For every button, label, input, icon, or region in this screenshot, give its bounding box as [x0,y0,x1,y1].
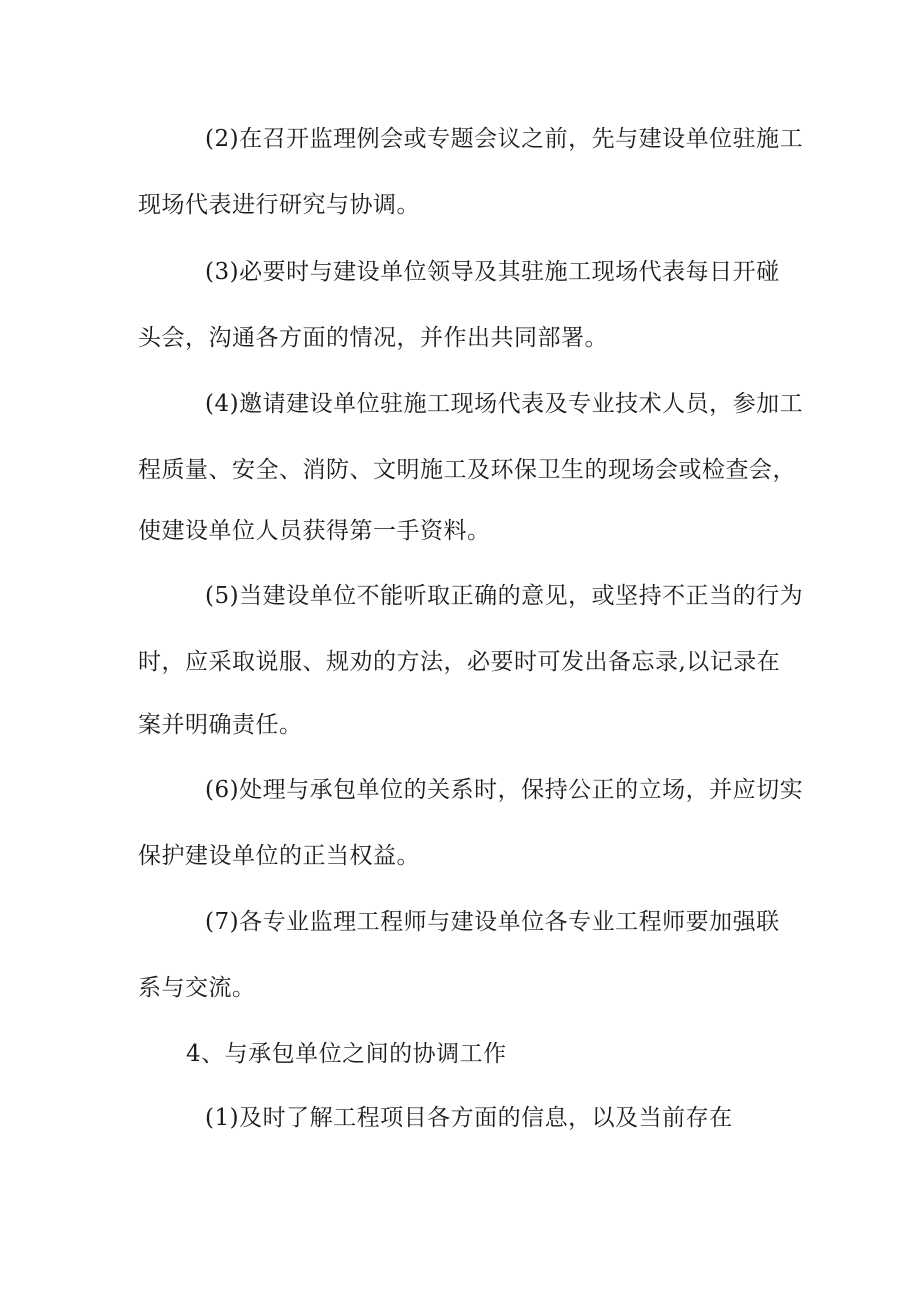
section-4-paragraph-1-line-1: (1)及时了解工程项目各方面的信息，以及当前存在 [205,1105,733,1131]
paragraph-6-line-2: 保护建设单位的正当权益。 [138,843,420,869]
paragraph-5-line-3: 案并明确责任。 [138,712,303,738]
paragraph-5-line-1: (5)当建设单位不能听取正确的意见，或坚持不正当的行为 [205,583,804,609]
paragraph-4-line-1: (4)邀请建设单位驻施工现场代表及专业技术人员，参加工 [205,391,804,417]
paragraph-3-line-1: (3)必要时与建设单位领导及其驻施工现场代表每日开碰 [205,259,780,285]
paragraph-3-line-2: 头会，沟通各方面的情况，并作出共同部署。 [138,325,608,351]
paragraph-2-line-2: 现场代表进行研究与协调。 [138,192,420,218]
paragraph-7-line-2: 系与交流。 [138,975,256,1001]
paragraph-4-line-2: 程质量、安全、消防、文明施工及环保卫生的现场会或检查会， [138,457,796,483]
paragraph-7-line-1: (7)各专业监理工程师与建设单位各专业工程师要加强联 [205,909,780,935]
paragraph-2-line-1: (2)在召开监理例会或专题会议之前，先与建设单位驻施工 [205,126,804,152]
paragraph-4-line-3: 使建设单位人员获得第一手资料。 [138,518,491,544]
section-heading-4: 4、与承包单位之间的协调工作 [186,1041,507,1067]
paragraph-5-line-2: 时，应采取说服、规劝的方法，必要时可发出备忘录,以记录在 [138,649,781,675]
paragraph-6-line-1: (6)处理与承包单位的关系时，保持公正的立场，并应切实 [205,777,804,803]
